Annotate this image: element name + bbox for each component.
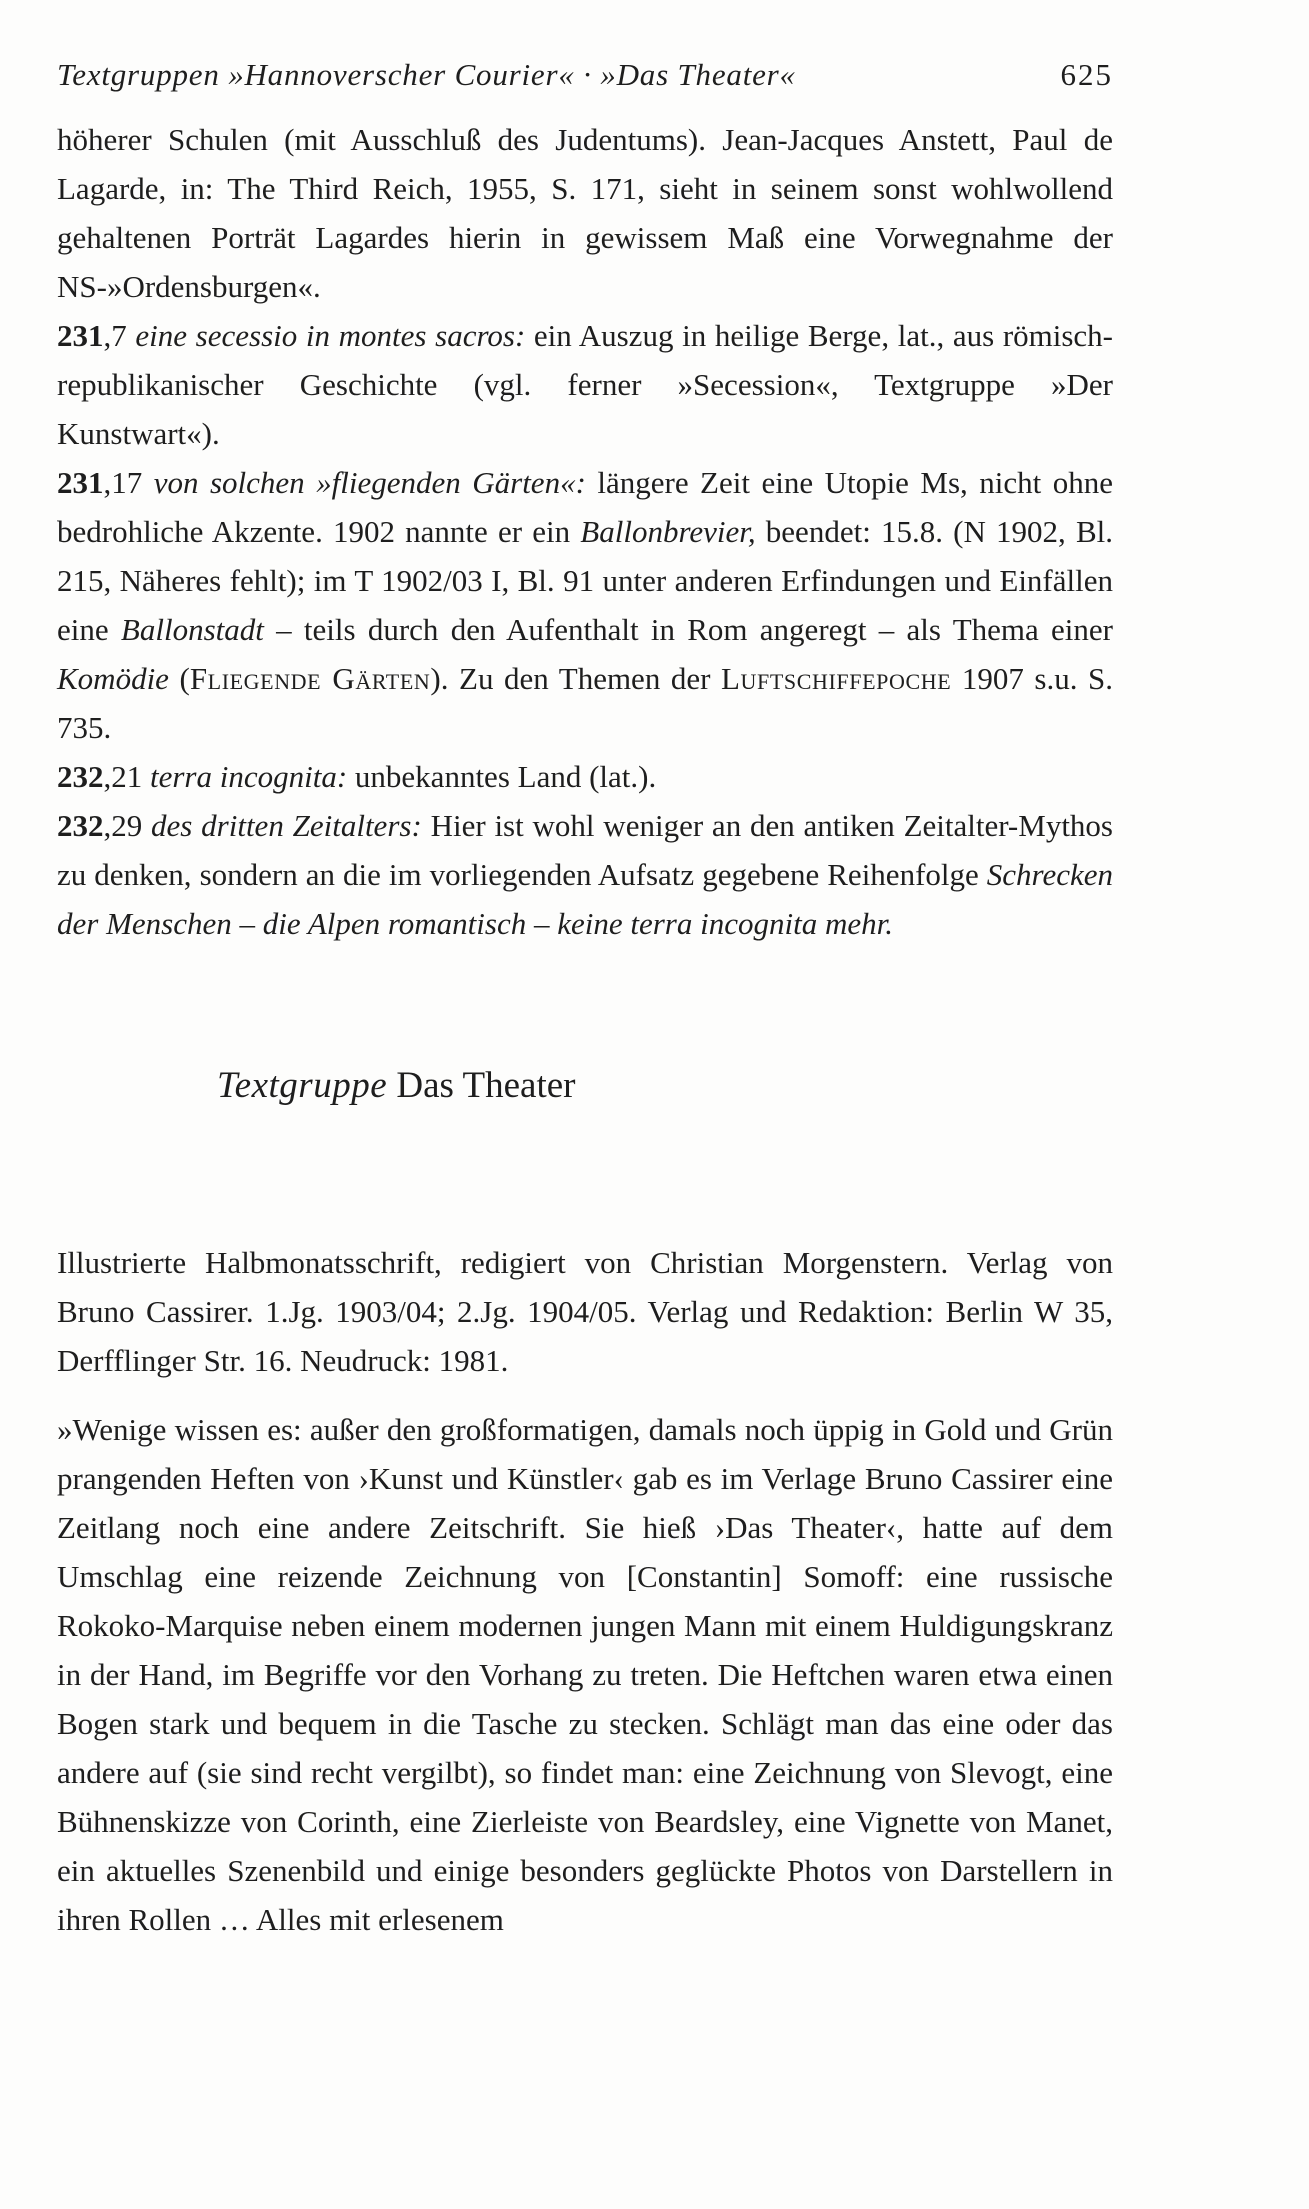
imprint-paragraph bbox=[57, 1238, 1113, 1385]
note-line-ref: ,29 bbox=[103, 808, 152, 843]
note-entry-232-21 bbox=[57, 752, 1113, 801]
note-page-ref: 232 bbox=[57, 759, 104, 794]
note-continuation-paragraph bbox=[57, 115, 1113, 311]
section-body bbox=[57, 1238, 1113, 1944]
section-heading-label: Textgruppe bbox=[217, 1065, 388, 1106]
note-body: ). Zu den Themen der bbox=[430, 661, 722, 696]
note-entry-231-7 bbox=[57, 311, 1113, 458]
note-body: – teils durch den Aufenthalt in Rom angeregt – als Thema einer bbox=[263, 612, 1113, 647]
section-heading bbox=[57, 1060, 1113, 1112]
note-entry-232-29 bbox=[57, 801, 1113, 948]
section-heading-title: Das Theater bbox=[387, 1065, 576, 1106]
note-line-ref: ,21 bbox=[103, 759, 150, 794]
cited-sequence: Schrecken der Menschen – die Alpen romantisch – keine terra incognita mehr. bbox=[57, 857, 1113, 941]
note-body: ( bbox=[168, 661, 190, 696]
imprint-text: Illustrierte Halbmonatsschrift, redigiert von Christian Morgenstern. Verlag von Bruno Cassirer. 1.Jg. 1903/04; 2.Jg. 1904/05. Verlag und Redaktion: Berlin W 35, Derfflinger Str. 16. Neudruck: 1981. bbox=[57, 1245, 1113, 1378]
running-title: Textgruppen »Hannoverscher Courier« · »Das Theater« bbox=[57, 57, 796, 92]
page-number: 625 bbox=[1060, 57, 1113, 92]
note-lemma: von solchen »fliegenden Gärten«: bbox=[153, 465, 586, 500]
work-title: Ballonbrevier, bbox=[580, 514, 756, 549]
note-body: beendet: 15.8. (N 1902, Bl. 215, Näheres fehlt); im T 1902/03 I, Bl. 91 unter anderen Erfindungen und Einfällen eine bbox=[57, 514, 1113, 647]
quotation-paragraph bbox=[57, 1405, 1113, 1944]
note-lemma: eine secessio in montes sacros: bbox=[135, 318, 526, 353]
note-page-ref: 231 bbox=[57, 465, 104, 500]
note-body: unbekanntes Land (lat.). bbox=[347, 759, 657, 794]
note-line-ref: ,7 bbox=[103, 318, 136, 353]
note-page-ref: 232 bbox=[57, 808, 104, 843]
note-body: Hier ist wohl weniger an den antiken Zeitalter-Mythos zu denken, sondern an die im vorliegenden Aufsatz gegebene Reihenfolge bbox=[57, 808, 1113, 892]
note-body: längere Zeit eine Utopie Ms, nicht ohne bedrohliche Akzente. 1902 nannte er ein bbox=[57, 465, 1114, 549]
small-caps-title: Luftschiffepoche bbox=[721, 661, 952, 696]
note-body: ein Auszug in heilige Berge, lat., aus römisch-republikanischer Geschichte (vgl. ferner »Secession«, Textgruppe »Der Kunstwart«). bbox=[57, 318, 1114, 451]
small-caps-title: Fliegende Gärten bbox=[189, 661, 431, 696]
note-lemma: des dritten Zeitalters: bbox=[151, 808, 422, 843]
note-page-ref: 231 bbox=[57, 318, 104, 353]
work-title: Ballonstadt bbox=[120, 612, 264, 647]
work-title: Komödie bbox=[57, 661, 169, 696]
commentary-notes bbox=[57, 115, 1113, 948]
note-line-ref: ,17 bbox=[103, 465, 154, 500]
quotation-text: »Wenige wissen es: außer den großformatigen, damals noch üppig in Gold und Grün prangenden Heften von ›Kunst und Künstler‹ gab es im Verlage Bruno Cassirer eine Zeitlang noch eine andere Zeitschrift. Sie hieß ›Das Theater‹, hatte auf dem Umschlag eine reizende Zeichnung von [Constantin] Somoff: eine russische Rokoko-Marquise neben einem modernen jungen Mann mit einem Huldigungskranz in der Hand, im Begriffe vor den Vorhang zu treten. Die Heftchen waren etwa einen Bogen stark und bequem in die Tasche zu stecken. Schlägt man das eine oder das andere auf (sie sind recht vergilbt), so findet man: eine Zeichnung von Slevogt, eine Bühnenskizze von Corinth, eine Zierleiste von Beardsley, eine Vignette von Manet, ein aktuelles Szenenbild und einige besonders geglückte Photos von Darstellern in ihren Rollen … Alles mit erlesenem bbox=[57, 1412, 1113, 1937]
note-continuation-text: höherer Schulen (mit Ausschluß des Judentums). Jean-Jacques Anstett, Paul de Lagarde, in: The Third Reich, 1955, S. 171, sieht in seinem sonst wohlwollend gehaltenen Porträt Lagardes hierin in gewissem Maß eine Vorwegnahme der NS-»Ordensburgen«. bbox=[57, 122, 1113, 304]
note-entry-231-17 bbox=[57, 458, 1113, 752]
note-lemma: terra incognita: bbox=[150, 759, 348, 794]
note-body: 1907 s.u. S. 735. bbox=[57, 661, 1114, 745]
running-head bbox=[57, 55, 1113, 95]
